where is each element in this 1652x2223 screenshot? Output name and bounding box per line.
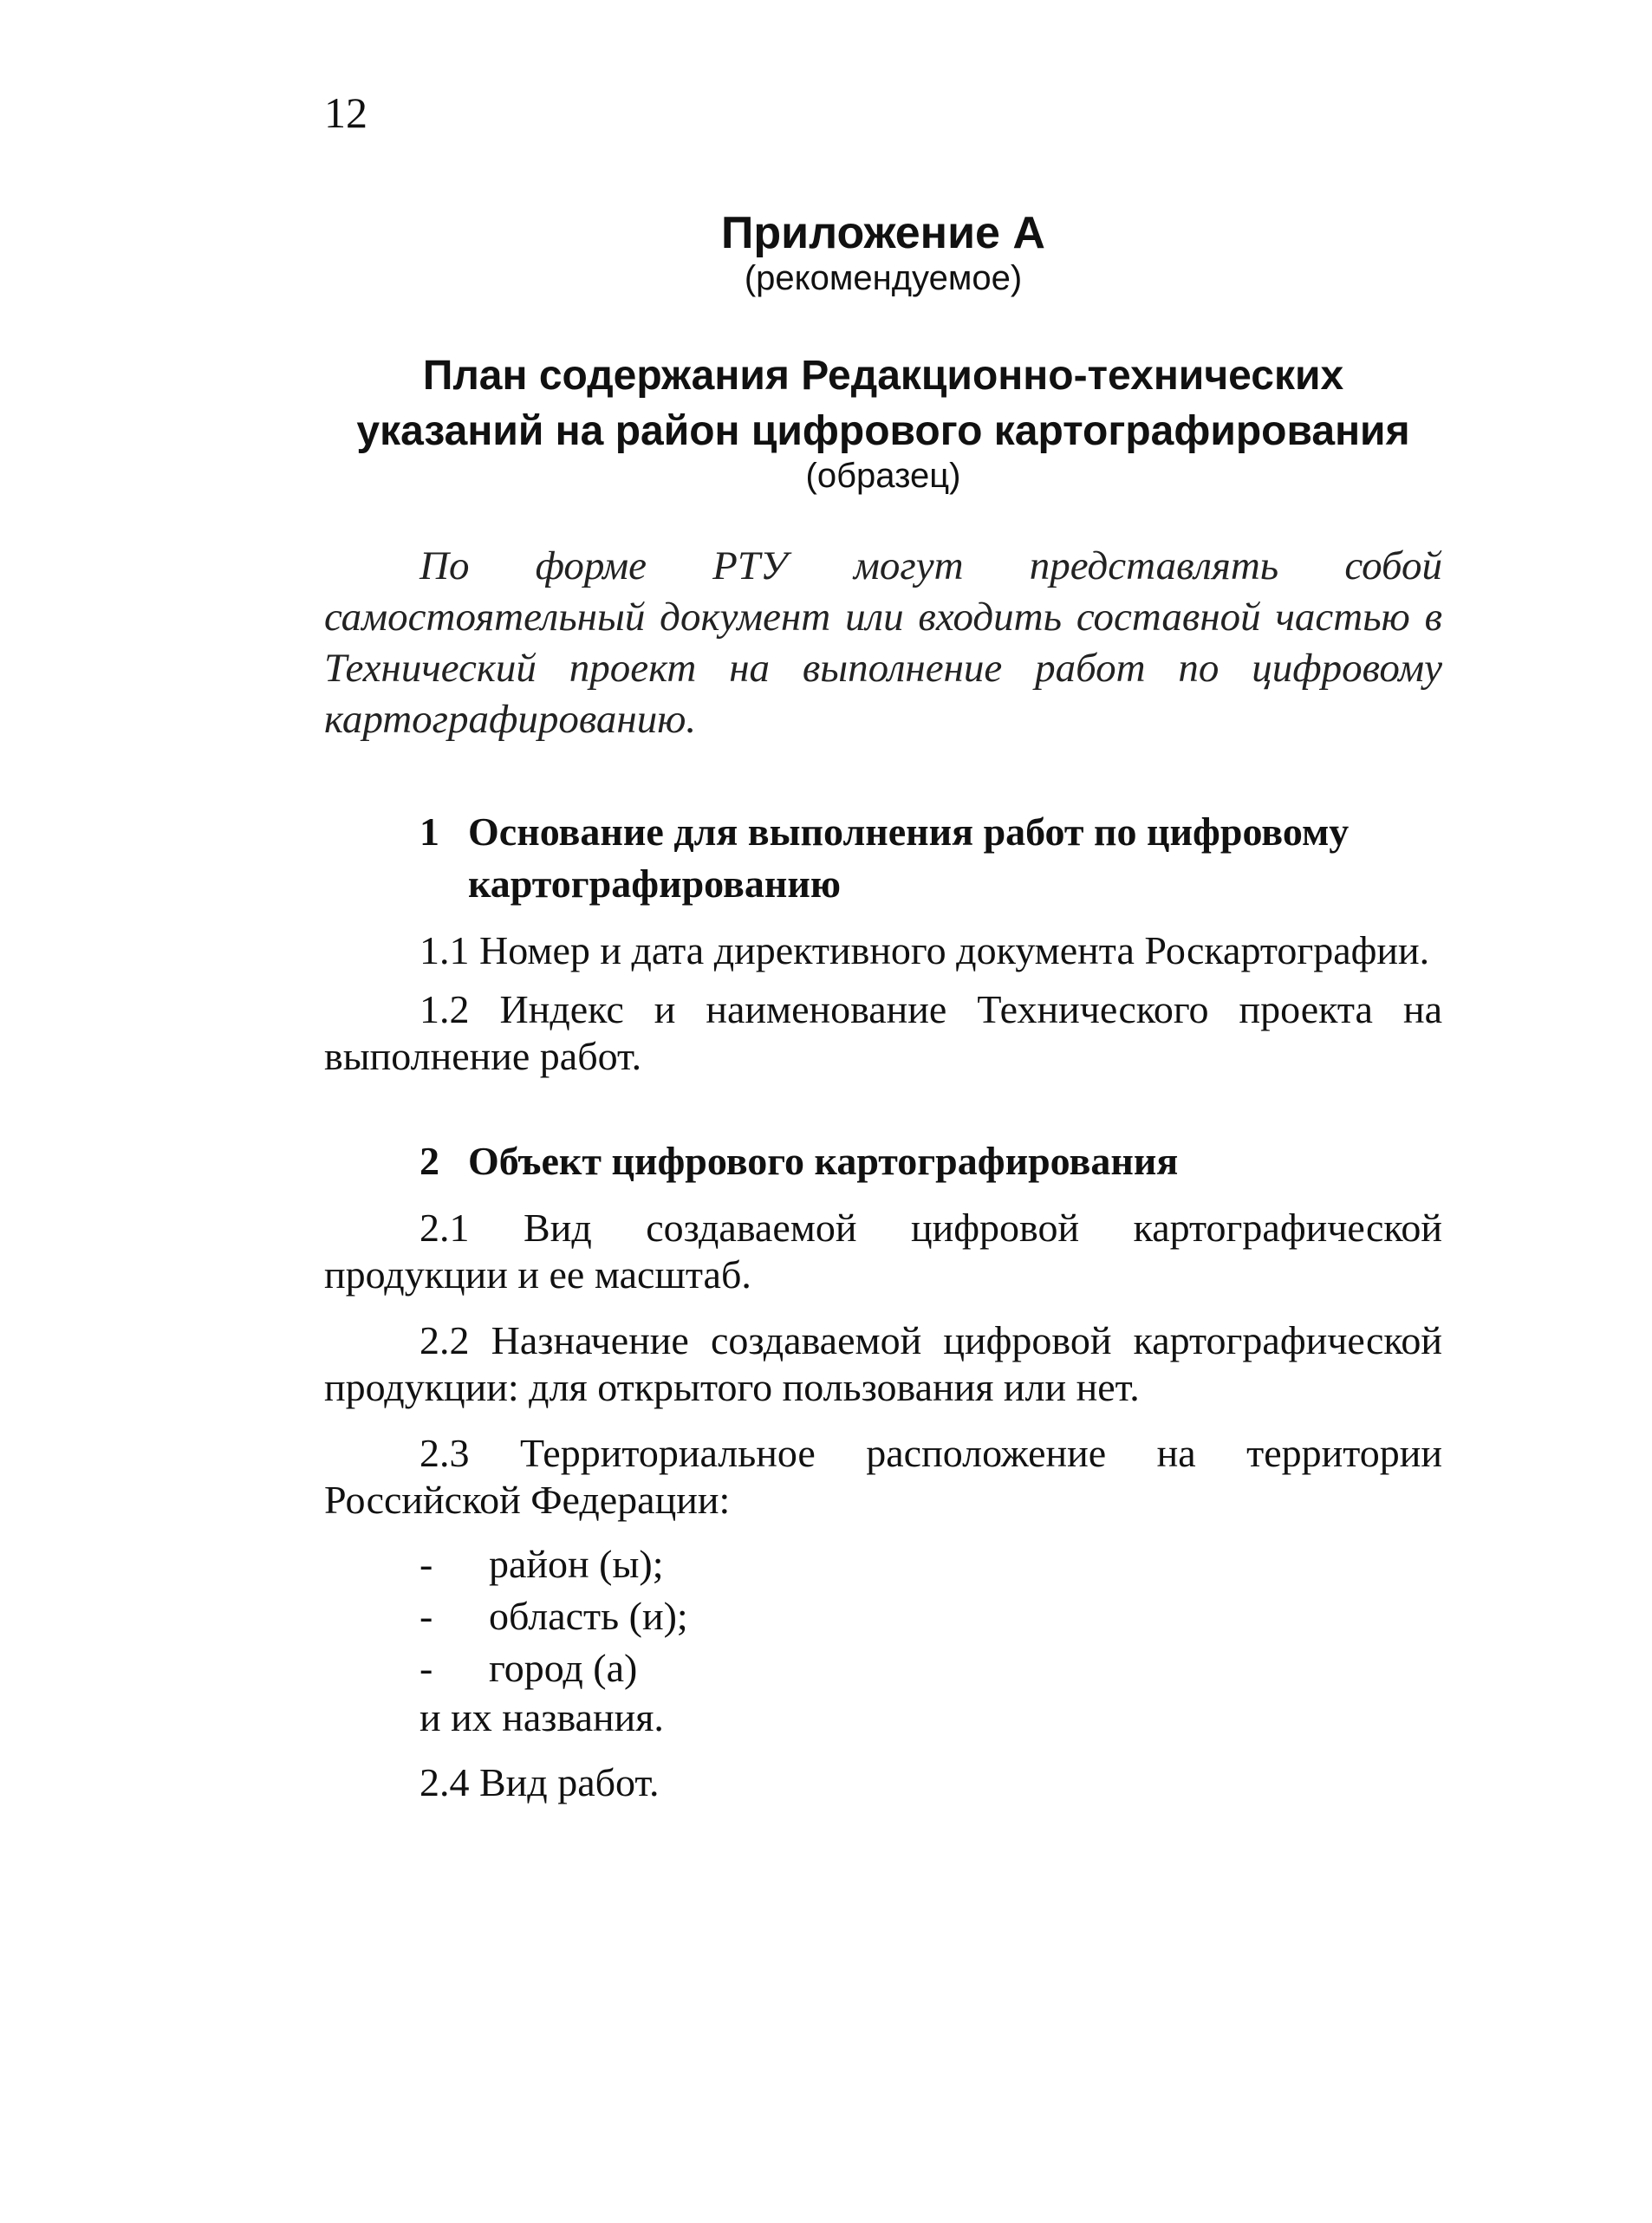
intro-paragraph: По форме РТУ могут представлять собой самостоятельный документ или входить составной частью в Технический проект на выполнение работ по цифровому картографированию.	[324, 543, 1442, 742]
list-item	[420, 1642, 688, 1694]
section-2-heading	[420, 1135, 1442, 1187]
appendix-subtitle: (рекомендуемое)	[744, 259, 1023, 297]
section-1-number: 1	[420, 809, 439, 854]
list-dash: -	[420, 1542, 433, 1586]
item-1-2: 1.2 Индекс и наименование Технического проекта на выполнение работ.	[324, 987, 1442, 1078]
plan-title	[324, 348, 1442, 459]
item-2-3: 2.3 Территориальное расположение на территории Российской Федерации:	[324, 1431, 1442, 1522]
territory-list	[420, 1538, 688, 1694]
list-item-text: район (ы);	[489, 1542, 664, 1586]
item-2-4: 2.4 Вид работ.	[420, 1760, 660, 1804]
item-1-1: 1.1 Номер и дата директивного документа Роскартографии.	[420, 928, 1430, 972]
item-2-2: 2.2 Назначение создаваемой цифровой картографической продукции: для открытого пользования или нет.	[324, 1318, 1442, 1409]
section-2-title: Объект цифрового картографирования	[468, 1139, 1179, 1183]
list-item	[420, 1590, 688, 1642]
list-dash: -	[420, 1594, 433, 1638]
page-number: 12	[324, 88, 367, 137]
item-2-1: 2.1 Вид создаваемой цифровой картографической продукции и ее масштаб.	[324, 1206, 1442, 1297]
plan-title-line-1: План содержания Редакционно-технических	[422, 353, 1344, 399]
section-2-number: 2	[420, 1139, 439, 1183]
list-item-text: область (и);	[489, 1594, 688, 1638]
list-item-text: город (а)	[489, 1646, 638, 1690]
list-after-text: и их названия.	[420, 1695, 664, 1739]
plan-title-line-2: указаний на район цифрового картографирования	[356, 408, 1410, 454]
list-item	[420, 1538, 688, 1590]
list-dash: -	[420, 1646, 433, 1690]
section-1-title-line-2: картографированию	[468, 861, 842, 906]
appendix-title: Приложение А	[721, 208, 1045, 258]
plan-subtitle: (образец)	[805, 457, 961, 495]
section-1-heading	[420, 806, 1442, 910]
section-1-title-line-1: Основание для выполнения работ по цифровому	[468, 809, 1350, 854]
